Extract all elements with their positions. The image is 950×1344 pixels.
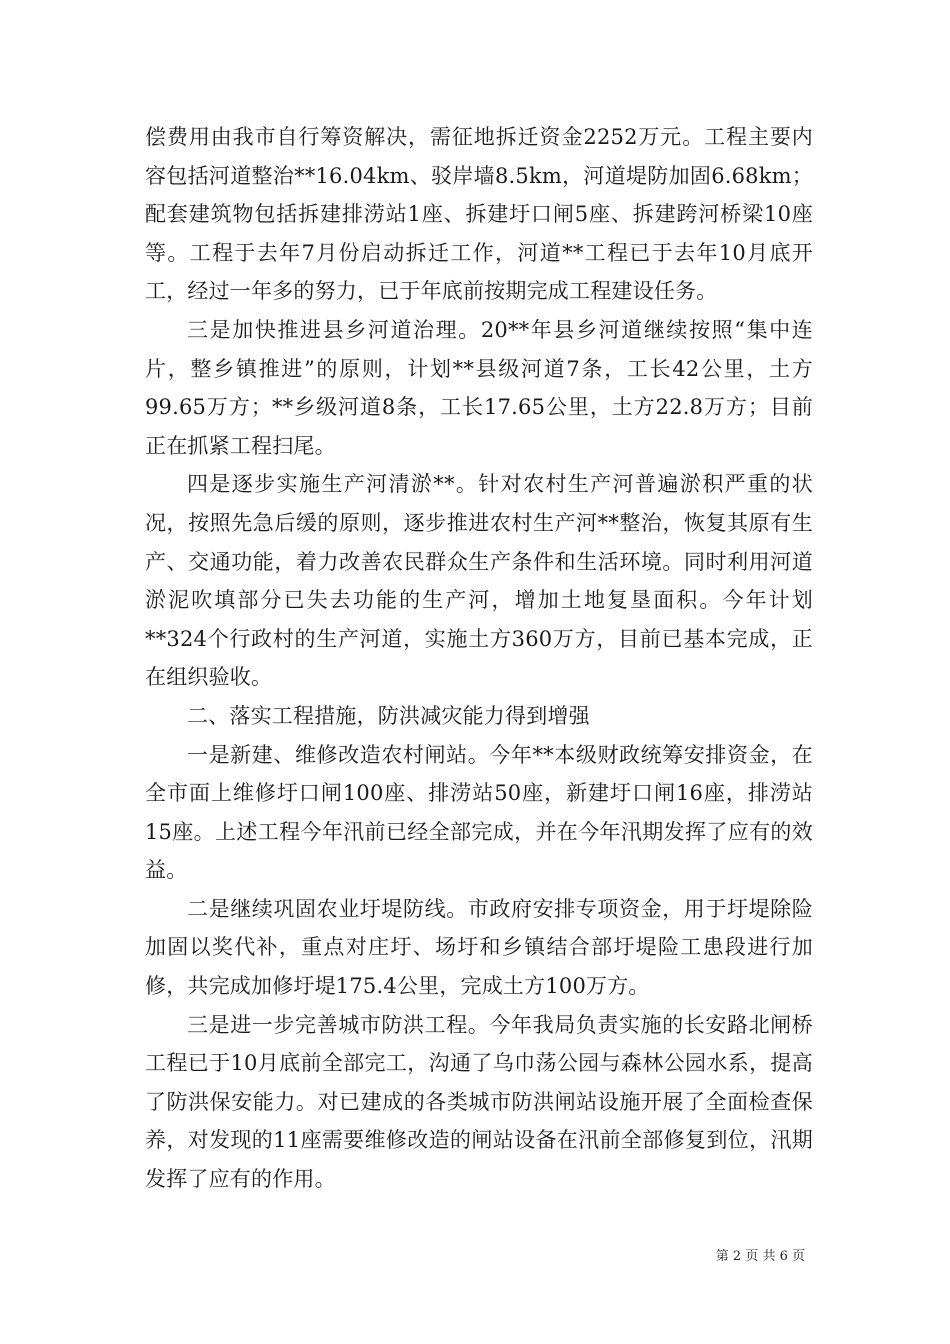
document-body	[145, 118, 813, 1199]
paragraph-urban-flood-control: 三是进一步完善城市防洪工程。今年我局负责实施的长安路北闸桥工程已于10月底前全部完工，沟通了乌巾荡公园与森林公园水系，提高了防洪保安能力。对已建成的各类城市防洪闸站设施开展了全面检查保养，对发现的11座需要维修改造的闸站设备在汛前全部修复到位，汛期发挥了应有的作用。	[145, 1012, 813, 1192]
paragraph-rural-sluice-stations: 一是新建、维修改造农村闸站。今年**本级财政统筹安排资金，在全市面上维修圩口闸100座、排涝站50座，新建圩口闸16座，排涝站15座。上述工程今年汛前已经全部完成，并在今年汛期发挥了应有的效益。	[145, 742, 813, 883]
paragraph-dike-defense: 二是继续巩固农业圩堤防线。市政府安排专项资金，用于圩堤除险加固以奖代补，重点对庄圩、场圩和乡镇结合部圩堤险工患段进行加修，共完成加修圩堤175.4公里，完成土方100万方。	[145, 896, 813, 999]
paragraph-county-river-governance: 三是加快推进县乡河道治理。20**年县乡河道继续按照“集中连片，整乡镇推进”的原则，计划**县级河道7条，工长42公里，土方99.65万方；**乡级河道8条，工长17.65公里，土方22.8万方；目前正在抓紧工程扫尾。	[145, 317, 813, 458]
section-heading: 二、落实工程措施，防洪减灾能力得到增强	[187, 703, 590, 728]
paragraph-production-river-dredging: 四是逐步实施生产河清淤**。针对农村生产河普遍淤积严重的状况，按照先急后缓的原则，逐步推进农村生产河**整治，恢复其原有生产、交通功能，着力改善农民群众生产条件和生活环境。同时利用河道淤泥吹填部分已失去功能的生产河，增加土地复垦面积。今年计划**324个行政村的生产河道，实施土方360万方，目前已基本完成，正在组织验收。	[145, 472, 813, 690]
page-number-footer: 第 2 页 共 6 页	[715, 1249, 805, 1264]
paragraph-continuation: 偿费用由我市自行筹资解决，需征地拆迁资金2252万元。工程主要内容包括河道整治**16.04km、驳岸墙8.5km，河道堤防加固6.68km；配套建筑物包括拆建排涝站1座、拆建圩口闸5座、拆建跨河桥梁10座等。工程于去年7月份启动拆迁工作，河道**工程已于去年10月底开工，经过一年多的努力，已于年底前按期完成工程建设任务。	[145, 125, 813, 304]
